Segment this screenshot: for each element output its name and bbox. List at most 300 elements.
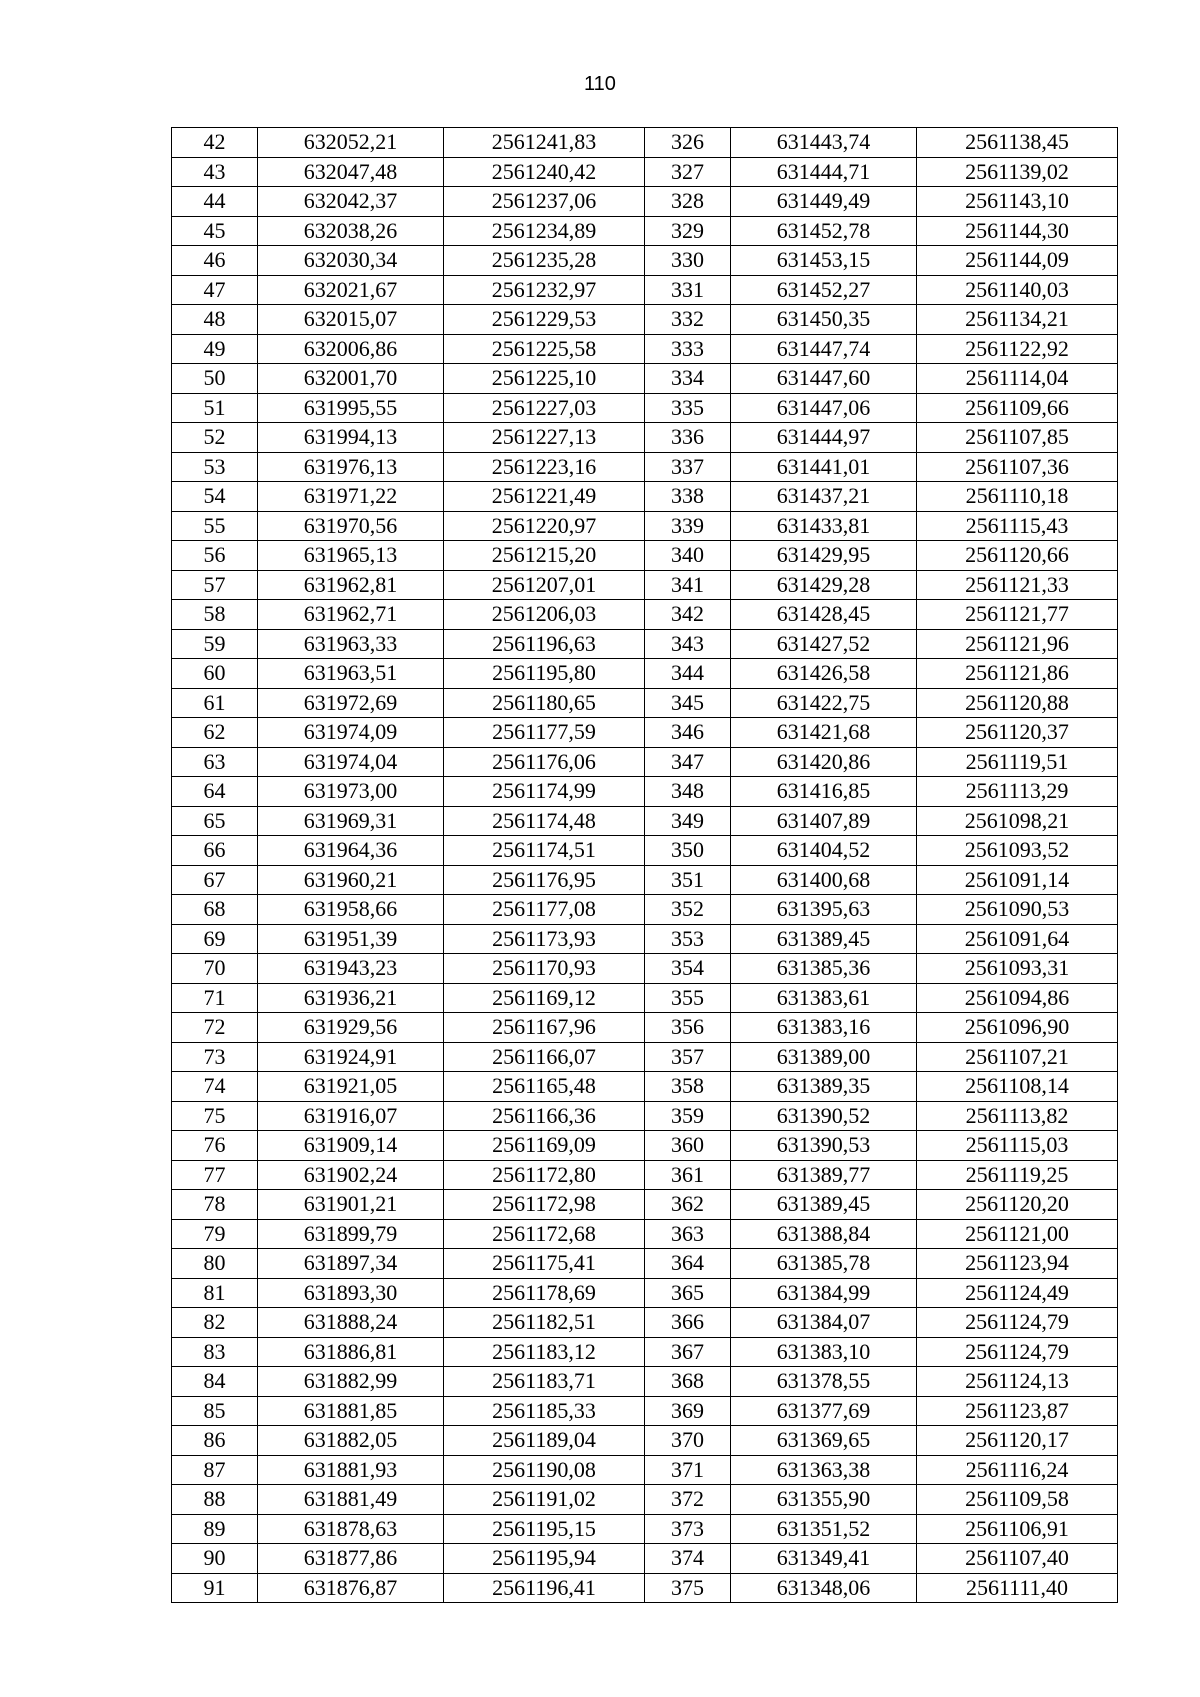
- table-cell-x-coordinate: 631351,52: [731, 1514, 917, 1544]
- table-cell-x-coordinate: 631951,39: [258, 924, 444, 954]
- table-cell-y-coordinate: 2561110,18: [917, 482, 1118, 512]
- table-cell-y-coordinate: 2561196,41: [444, 1573, 645, 1603]
- table-cell-x-coordinate: 632015,07: [258, 305, 444, 335]
- table-row: [172, 1337, 1118, 1367]
- table-cell-x-coordinate: 632042,37: [258, 187, 444, 217]
- table-row: [172, 954, 1118, 984]
- table-cell-x-coordinate: 631385,78: [731, 1249, 917, 1279]
- table-cell-y-coordinate: 2561091,14: [917, 865, 1118, 895]
- table-cell-x-coordinate: 631972,69: [258, 688, 444, 718]
- table-cell-point-number: 43: [172, 157, 258, 187]
- table-cell-y-coordinate: 2561108,14: [917, 1072, 1118, 1102]
- table-cell-x-coordinate: 631422,75: [731, 688, 917, 718]
- table-row: [172, 924, 1118, 954]
- table-cell-point-number: 57: [172, 570, 258, 600]
- table-cell-x-coordinate: 631447,06: [731, 393, 917, 423]
- table-cell-point-number: 46: [172, 246, 258, 276]
- table-cell-point-number: 52: [172, 423, 258, 453]
- table-cell-point-number: 353: [645, 924, 731, 954]
- table-cell-y-coordinate: 2561124,79: [917, 1337, 1118, 1367]
- table-cell-x-coordinate: 631909,14: [258, 1131, 444, 1161]
- table-cell-y-coordinate: 2561207,01: [444, 570, 645, 600]
- table-cell-x-coordinate: 631882,05: [258, 1426, 444, 1456]
- table-cell-y-coordinate: 2561093,31: [917, 954, 1118, 984]
- table-cell-x-coordinate: 631384,99: [731, 1278, 917, 1308]
- table-cell-y-coordinate: 2561120,88: [917, 688, 1118, 718]
- table-cell-point-number: 77: [172, 1160, 258, 1190]
- table-cell-y-coordinate: 2561091,64: [917, 924, 1118, 954]
- table-cell-y-coordinate: 2561120,37: [917, 718, 1118, 748]
- table-cell-y-coordinate: 2561120,20: [917, 1190, 1118, 1220]
- table-cell-y-coordinate: 2561176,06: [444, 747, 645, 777]
- table-cell-x-coordinate: 631450,35: [731, 305, 917, 335]
- table-cell-y-coordinate: 2561120,17: [917, 1426, 1118, 1456]
- table-row: [172, 541, 1118, 571]
- table-cell-y-coordinate: 2561107,21: [917, 1042, 1118, 1072]
- table-cell-y-coordinate: 2561166,36: [444, 1101, 645, 1131]
- table-cell-point-number: 347: [645, 747, 731, 777]
- table-cell-y-coordinate: 2561172,98: [444, 1190, 645, 1220]
- table-cell-point-number: 59: [172, 629, 258, 659]
- table-cell-point-number: 75: [172, 1101, 258, 1131]
- table-cell-x-coordinate: 631416,85: [731, 777, 917, 807]
- table-cell-y-coordinate: 2561096,90: [917, 1013, 1118, 1043]
- table-cell-x-coordinate: 631421,68: [731, 718, 917, 748]
- table-cell-x-coordinate: 631427,52: [731, 629, 917, 659]
- table-cell-x-coordinate: 631429,28: [731, 570, 917, 600]
- table-cell-x-coordinate: 631963,51: [258, 659, 444, 689]
- table-cell-point-number: 350: [645, 836, 731, 866]
- table-row: [172, 1013, 1118, 1043]
- table-cell-x-coordinate: 631407,89: [731, 806, 917, 836]
- table-cell-y-coordinate: 2561121,33: [917, 570, 1118, 600]
- table-cell-x-coordinate: 631929,56: [258, 1013, 444, 1043]
- table-cell-point-number: 352: [645, 895, 731, 925]
- table-cell-y-coordinate: 2561225,58: [444, 334, 645, 364]
- table-row: [172, 1072, 1118, 1102]
- table-cell-y-coordinate: 2561185,33: [444, 1396, 645, 1426]
- table-cell-y-coordinate: 2561124,49: [917, 1278, 1118, 1308]
- table-cell-point-number: 365: [645, 1278, 731, 1308]
- table-cell-x-coordinate: 631995,55: [258, 393, 444, 423]
- table-cell-x-coordinate: 631447,74: [731, 334, 917, 364]
- table-cell-point-number: 64: [172, 777, 258, 807]
- table-cell-point-number: 78: [172, 1190, 258, 1220]
- table-cell-point-number: 328: [645, 187, 731, 217]
- table-cell-y-coordinate: 2561122,92: [917, 334, 1118, 364]
- table-row: [172, 865, 1118, 895]
- table-cell-point-number: 337: [645, 452, 731, 482]
- table-cell-y-coordinate: 2561234,89: [444, 216, 645, 246]
- table-row: [172, 1160, 1118, 1190]
- table-cell-x-coordinate: 631378,55: [731, 1367, 917, 1397]
- table-row: [172, 718, 1118, 748]
- table-cell-y-coordinate: 2561221,49: [444, 482, 645, 512]
- table-cell-point-number: 355: [645, 983, 731, 1013]
- table-cell-x-coordinate: 631449,49: [731, 187, 917, 217]
- table-cell-y-coordinate: 2561177,59: [444, 718, 645, 748]
- table-cell-x-coordinate: 631962,81: [258, 570, 444, 600]
- table-cell-point-number: 364: [645, 1249, 731, 1279]
- table-cell-y-coordinate: 2561121,00: [917, 1219, 1118, 1249]
- table-row: [172, 452, 1118, 482]
- table-cell-y-coordinate: 2561169,12: [444, 983, 645, 1013]
- table-cell-y-coordinate: 2561190,08: [444, 1455, 645, 1485]
- table-cell-y-coordinate: 2561121,96: [917, 629, 1118, 659]
- table-cell-point-number: 360: [645, 1131, 731, 1161]
- table-cell-y-coordinate: 2561240,42: [444, 157, 645, 187]
- table-cell-y-coordinate: 2561223,16: [444, 452, 645, 482]
- table-cell-point-number: 344: [645, 659, 731, 689]
- table-cell-x-coordinate: 631943,23: [258, 954, 444, 984]
- table-cell-x-coordinate: 631877,86: [258, 1544, 444, 1574]
- table-cell-point-number: 85: [172, 1396, 258, 1426]
- table-cell-x-coordinate: 631348,06: [731, 1573, 917, 1603]
- table-row: [172, 305, 1118, 335]
- table-cell-x-coordinate: 631878,63: [258, 1514, 444, 1544]
- table-cell-x-coordinate: 632047,48: [258, 157, 444, 187]
- table-cell-x-coordinate: 631976,13: [258, 452, 444, 482]
- table-cell-x-coordinate: 632021,67: [258, 275, 444, 305]
- table-cell-x-coordinate: 631453,15: [731, 246, 917, 276]
- table-cell-x-coordinate: 631404,52: [731, 836, 917, 866]
- table-cell-y-coordinate: 2561123,87: [917, 1396, 1118, 1426]
- table-cell-y-coordinate: 2561113,29: [917, 777, 1118, 807]
- table-cell-y-coordinate: 2561093,52: [917, 836, 1118, 866]
- table-cell-x-coordinate: 631444,71: [731, 157, 917, 187]
- table-cell-x-coordinate: 631969,31: [258, 806, 444, 836]
- table-cell-x-coordinate: 631355,90: [731, 1485, 917, 1515]
- table-cell-point-number: 357: [645, 1042, 731, 1072]
- table-cell-point-number: 87: [172, 1455, 258, 1485]
- table-row: [172, 600, 1118, 630]
- table-row: [172, 393, 1118, 423]
- table-cell-x-coordinate: 631390,53: [731, 1131, 917, 1161]
- table-cell-y-coordinate: 2561177,08: [444, 895, 645, 925]
- table-row: [172, 1249, 1118, 1279]
- table-cell-point-number: 83: [172, 1337, 258, 1367]
- table-row: [172, 511, 1118, 541]
- table-cell-y-coordinate: 2561174,48: [444, 806, 645, 836]
- table-cell-x-coordinate: 631389,77: [731, 1160, 917, 1190]
- table-cell-point-number: 69: [172, 924, 258, 954]
- table-cell-point-number: 330: [645, 246, 731, 276]
- table-cell-x-coordinate: 631963,33: [258, 629, 444, 659]
- table-cell-x-coordinate: 632006,86: [258, 334, 444, 364]
- table-cell-point-number: 48: [172, 305, 258, 335]
- table-row: [172, 1544, 1118, 1574]
- table-cell-point-number: 76: [172, 1131, 258, 1161]
- table-cell-x-coordinate: 631901,21: [258, 1190, 444, 1220]
- table-cell-x-coordinate: 631924,91: [258, 1042, 444, 1072]
- table-cell-point-number: 340: [645, 541, 731, 571]
- table-cell-point-number: 343: [645, 629, 731, 659]
- table-cell-point-number: 61: [172, 688, 258, 718]
- table-cell-point-number: 82: [172, 1308, 258, 1338]
- table-cell-x-coordinate: 631886,81: [258, 1337, 444, 1367]
- table-cell-x-coordinate: 631921,05: [258, 1072, 444, 1102]
- table-cell-point-number: 53: [172, 452, 258, 482]
- table-cell-point-number: 372: [645, 1485, 731, 1515]
- table-cell-x-coordinate: 631377,69: [731, 1396, 917, 1426]
- table-cell-y-coordinate: 2561134,21: [917, 305, 1118, 335]
- table-cell-y-coordinate: 2561166,07: [444, 1042, 645, 1072]
- table-cell-y-coordinate: 2561140,03: [917, 275, 1118, 305]
- table-cell-point-number: 88: [172, 1485, 258, 1515]
- table-cell-x-coordinate: 631452,27: [731, 275, 917, 305]
- table-cell-y-coordinate: 2561139,02: [917, 157, 1118, 187]
- table-cell-point-number: 73: [172, 1042, 258, 1072]
- table-cell-x-coordinate: 631971,22: [258, 482, 444, 512]
- table-cell-x-coordinate: 631881,49: [258, 1485, 444, 1515]
- table-cell-point-number: 333: [645, 334, 731, 364]
- table-cell-y-coordinate: 2561090,53: [917, 895, 1118, 925]
- table-row: [172, 1455, 1118, 1485]
- table-cell-x-coordinate: 632038,26: [258, 216, 444, 246]
- table-row: [172, 1396, 1118, 1426]
- table-cell-y-coordinate: 2561170,93: [444, 954, 645, 984]
- table-cell-y-coordinate: 2561195,15: [444, 1514, 645, 1544]
- table-cell-x-coordinate: 631349,41: [731, 1544, 917, 1574]
- table-cell-point-number: 68: [172, 895, 258, 925]
- table-cell-y-coordinate: 2561119,25: [917, 1160, 1118, 1190]
- table-cell-y-coordinate: 2561115,03: [917, 1131, 1118, 1161]
- table-cell-point-number: 65: [172, 806, 258, 836]
- table-cell-y-coordinate: 2561123,94: [917, 1249, 1118, 1279]
- table-cell-y-coordinate: 2561172,68: [444, 1219, 645, 1249]
- table-cell-y-coordinate: 2561225,10: [444, 364, 645, 394]
- table-cell-point-number: 70: [172, 954, 258, 984]
- table-row: [172, 1278, 1118, 1308]
- table-cell-x-coordinate: 631383,61: [731, 983, 917, 1013]
- table-cell-x-coordinate: 631429,95: [731, 541, 917, 571]
- table-cell-y-coordinate: 2561098,21: [917, 806, 1118, 836]
- table-cell-point-number: 60: [172, 659, 258, 689]
- table-cell-x-coordinate: 632001,70: [258, 364, 444, 394]
- table-cell-point-number: 371: [645, 1455, 731, 1485]
- table-cell-y-coordinate: 2561237,06: [444, 187, 645, 217]
- table-cell-y-coordinate: 2561106,91: [917, 1514, 1118, 1544]
- table-row: [172, 482, 1118, 512]
- table-cell-point-number: 90: [172, 1544, 258, 1574]
- table-cell-point-number: 55: [172, 511, 258, 541]
- table-cell-x-coordinate: 631973,00: [258, 777, 444, 807]
- table-cell-point-number: 373: [645, 1514, 731, 1544]
- table-row: [172, 423, 1118, 453]
- table-cell-x-coordinate: 631452,78: [731, 216, 917, 246]
- table-cell-x-coordinate: 631390,52: [731, 1101, 917, 1131]
- table-cell-y-coordinate: 2561138,45: [917, 128, 1118, 158]
- table-cell-x-coordinate: 631964,36: [258, 836, 444, 866]
- table-row: [172, 806, 1118, 836]
- table-cell-x-coordinate: 631384,07: [731, 1308, 917, 1338]
- table-cell-x-coordinate: 631389,45: [731, 1190, 917, 1220]
- table-cell-point-number: 370: [645, 1426, 731, 1456]
- table-cell-point-number: 346: [645, 718, 731, 748]
- table-cell-point-number: 342: [645, 600, 731, 630]
- table-cell-point-number: 331: [645, 275, 731, 305]
- table-cell-y-coordinate: 2561178,69: [444, 1278, 645, 1308]
- table-cell-x-coordinate: 631974,04: [258, 747, 444, 777]
- table-row: [172, 128, 1118, 158]
- table-cell-x-coordinate: 631899,79: [258, 1219, 444, 1249]
- table-cell-x-coordinate: 631433,81: [731, 511, 917, 541]
- table-row: [172, 364, 1118, 394]
- table-cell-point-number: 74: [172, 1072, 258, 1102]
- table-cell-point-number: 79: [172, 1219, 258, 1249]
- table-cell-y-coordinate: 2561241,83: [444, 128, 645, 158]
- table-row: [172, 1042, 1118, 1072]
- table-cell-y-coordinate: 2561109,66: [917, 393, 1118, 423]
- table-cell-point-number: 369: [645, 1396, 731, 1426]
- table-cell-point-number: 366: [645, 1308, 731, 1338]
- table-cell-y-coordinate: 2561173,93: [444, 924, 645, 954]
- table-cell-x-coordinate: 631441,01: [731, 452, 917, 482]
- table-cell-y-coordinate: 2561094,86: [917, 983, 1118, 1013]
- table-row: [172, 157, 1118, 187]
- table-cell-x-coordinate: 631385,36: [731, 954, 917, 984]
- table-cell-y-coordinate: 2561107,85: [917, 423, 1118, 453]
- table-cell-x-coordinate: 631881,93: [258, 1455, 444, 1485]
- table-row: [172, 216, 1118, 246]
- table-cell-x-coordinate: 631420,86: [731, 747, 917, 777]
- table-cell-y-coordinate: 2561220,97: [444, 511, 645, 541]
- table-row: [172, 747, 1118, 777]
- table-row: [172, 246, 1118, 276]
- table-row: [172, 1485, 1118, 1515]
- table-cell-y-coordinate: 2561215,20: [444, 541, 645, 571]
- table-cell-y-coordinate: 2561119,51: [917, 747, 1118, 777]
- table-cell-point-number: 54: [172, 482, 258, 512]
- table-cell-x-coordinate: 631443,74: [731, 128, 917, 158]
- table-cell-y-coordinate: 2561120,66: [917, 541, 1118, 571]
- table-cell-y-coordinate: 2561174,51: [444, 836, 645, 866]
- table-cell-x-coordinate: 632030,34: [258, 246, 444, 276]
- table-row: [172, 1190, 1118, 1220]
- table-cell-x-coordinate: 632052,21: [258, 128, 444, 158]
- table-cell-x-coordinate: 631882,99: [258, 1367, 444, 1397]
- table-cell-point-number: 345: [645, 688, 731, 718]
- table-cell-point-number: 45: [172, 216, 258, 246]
- table-row: [172, 836, 1118, 866]
- table-cell-point-number: 332: [645, 305, 731, 335]
- table-cell-x-coordinate: 631897,34: [258, 1249, 444, 1279]
- table-cell-x-coordinate: 631395,63: [731, 895, 917, 925]
- table-cell-x-coordinate: 631389,45: [731, 924, 917, 954]
- table-cell-point-number: 56: [172, 541, 258, 571]
- table-cell-x-coordinate: 631369,65: [731, 1426, 917, 1456]
- table-row: [172, 1131, 1118, 1161]
- table-cell-point-number: 50: [172, 364, 258, 394]
- table-row: [172, 1426, 1118, 1456]
- table-row: [172, 688, 1118, 718]
- table-cell-x-coordinate: 631965,13: [258, 541, 444, 571]
- table-cell-y-coordinate: 2561121,86: [917, 659, 1118, 689]
- table-cell-y-coordinate: 2561107,40: [917, 1544, 1118, 1574]
- table-cell-y-coordinate: 2561196,63: [444, 629, 645, 659]
- table-row: [172, 629, 1118, 659]
- table-cell-point-number: 81: [172, 1278, 258, 1308]
- table-row: [172, 275, 1118, 305]
- table-cell-y-coordinate: 2561232,97: [444, 275, 645, 305]
- table-cell-y-coordinate: 2561124,79: [917, 1308, 1118, 1338]
- table-cell-x-coordinate: 631994,13: [258, 423, 444, 453]
- table-cell-point-number: 368: [645, 1367, 731, 1397]
- table-cell-point-number: 62: [172, 718, 258, 748]
- table-cell-y-coordinate: 2561114,04: [917, 364, 1118, 394]
- table-cell-y-coordinate: 2561183,71: [444, 1367, 645, 1397]
- table-cell-x-coordinate: 631958,66: [258, 895, 444, 925]
- table-cell-point-number: 89: [172, 1514, 258, 1544]
- table-row: [172, 1367, 1118, 1397]
- table-cell-point-number: 71: [172, 983, 258, 1013]
- table-cell-x-coordinate: 631447,60: [731, 364, 917, 394]
- table-cell-y-coordinate: 2561165,48: [444, 1072, 645, 1102]
- table-row: [172, 777, 1118, 807]
- table-cell-y-coordinate: 2561227,13: [444, 423, 645, 453]
- table-row: [172, 1101, 1118, 1131]
- table-cell-point-number: 351: [645, 865, 731, 895]
- page-number: 110: [584, 73, 616, 95]
- table-cell-x-coordinate: 631363,38: [731, 1455, 917, 1485]
- table-cell-point-number: 86: [172, 1426, 258, 1456]
- table-cell-x-coordinate: 631974,09: [258, 718, 444, 748]
- table-cell-x-coordinate: 631888,24: [258, 1308, 444, 1338]
- table-cell-y-coordinate: 2561172,80: [444, 1160, 645, 1190]
- table-cell-point-number: 363: [645, 1219, 731, 1249]
- table-cell-x-coordinate: 631389,35: [731, 1072, 917, 1102]
- table-cell-x-coordinate: 631902,24: [258, 1160, 444, 1190]
- table-cell-x-coordinate: 631389,00: [731, 1042, 917, 1072]
- table-cell-y-coordinate: 2561174,99: [444, 777, 645, 807]
- table-cell-x-coordinate: 631970,56: [258, 511, 444, 541]
- table-cell-x-coordinate: 631960,21: [258, 865, 444, 895]
- table-cell-point-number: 72: [172, 1013, 258, 1043]
- table-cell-y-coordinate: 2561195,94: [444, 1544, 645, 1574]
- table-row: [172, 1514, 1118, 1544]
- table-cell-y-coordinate: 2561175,41: [444, 1249, 645, 1279]
- table-cell-y-coordinate: 2561176,95: [444, 865, 645, 895]
- table-cell-point-number: 42: [172, 128, 258, 158]
- table-cell-point-number: 361: [645, 1160, 731, 1190]
- table-cell-x-coordinate: 631437,21: [731, 482, 917, 512]
- table-cell-point-number: 356: [645, 1013, 731, 1043]
- table-cell-point-number: 334: [645, 364, 731, 394]
- table-cell-point-number: 338: [645, 482, 731, 512]
- table-cell-point-number: 47: [172, 275, 258, 305]
- table-cell-point-number: 91: [172, 1573, 258, 1603]
- table-cell-point-number: 336: [645, 423, 731, 453]
- table-cell-y-coordinate: 2561115,43: [917, 511, 1118, 541]
- table-cell-x-coordinate: 631428,45: [731, 600, 917, 630]
- table-cell-y-coordinate: 2561121,77: [917, 600, 1118, 630]
- table-cell-x-coordinate: 631388,84: [731, 1219, 917, 1249]
- table-row: [172, 334, 1118, 364]
- table-cell-point-number: 63: [172, 747, 258, 777]
- table-cell-point-number: 67: [172, 865, 258, 895]
- table-cell-x-coordinate: 631881,85: [258, 1396, 444, 1426]
- coordinates-table: [171, 127, 1118, 1603]
- table-cell-y-coordinate: 2561116,24: [917, 1455, 1118, 1485]
- table-cell-y-coordinate: 2561144,09: [917, 246, 1118, 276]
- table-cell-point-number: 362: [645, 1190, 731, 1220]
- table-cell-point-number: 329: [645, 216, 731, 246]
- table-cell-y-coordinate: 2561229,53: [444, 305, 645, 335]
- table-cell-y-coordinate: 2561195,80: [444, 659, 645, 689]
- table-row: [172, 983, 1118, 1013]
- table-cell-point-number: 339: [645, 511, 731, 541]
- table-cell-y-coordinate: 2561183,12: [444, 1337, 645, 1367]
